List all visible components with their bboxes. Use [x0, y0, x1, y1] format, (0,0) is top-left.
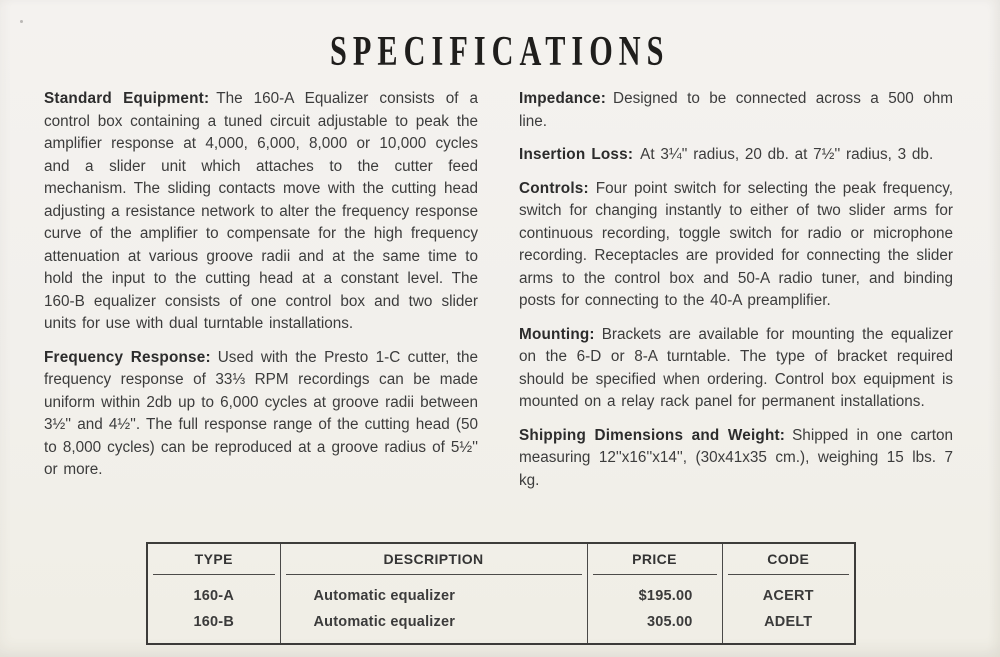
left-column	[44, 88, 478, 493]
section-heading: Standard Equipment:	[44, 90, 210, 107]
section-body: Used with the Presto 1-C cutter, the frequency response of 33⅓ RPM recordings can be made uniform within 2db up to 6,000 cycles at groove radii between 3½'' and 4½''. The full response range of the cutting head (50 to 8,000 cycles) can be reproduced at a groove radius of 5½'' or more.	[44, 348, 478, 478]
cell-price	[587, 609, 722, 644]
price-value: $195.00	[638, 588, 693, 604]
cell-type: 160-B	[147, 609, 280, 644]
table-header-price: PRICE	[587, 543, 722, 574]
cell-description: Automatic equalizer	[280, 574, 587, 609]
cell-description: Automatic equalizer	[280, 609, 587, 644]
section-body: Designed to be connected across a 500 ohm line.	[519, 90, 953, 130]
page-title: SPECIFICATIONS	[330, 29, 670, 75]
section-body: At 3¼'' radius, 20 db. at 7½'' radius, 3 db.	[640, 146, 934, 163]
section-body: The 160-A Equalizer consists of a control box containing a tuned circuit adjustable to peak the amplifier response at 4,000, 6,000, 8,000 or 10,000 cycles and a slider unit which attaches to the cutter feed mechanism. The sliding contacts move with the cutting head adjusting a resistance network to alter the frequency response curve of the amplifier to compensate for the high frequency attenuation at various groove radii and at the same time to hold the input to the cutting head at a constant level. The 160-B equalizer consists of one control box and two slider units for use with dual turntable installations.	[44, 90, 478, 332]
section-heading: Controls:	[519, 179, 589, 197]
table-row	[147, 609, 855, 644]
price-value: 305.00	[646, 614, 693, 630]
table-header-description: DESCRIPTION	[280, 543, 587, 574]
cell-type: 160-A	[147, 574, 280, 609]
scan-speck	[20, 20, 23, 23]
section-heading: Shipping Dimensions and Weight:	[519, 426, 786, 444]
spec-table	[146, 542, 856, 645]
section-shipping	[519, 425, 953, 493]
table-header-code: CODE	[722, 543, 855, 574]
cell-price	[587, 574, 722, 609]
section-impedance	[519, 88, 953, 133]
table-row	[147, 574, 855, 609]
section-body: Four point switch for selecting the peak frequency, switch for changing instantly to either of two slider arms for continuous recording, toggle switch for radio or microphone recording. Receptacles are provided for connecting the slider arms to the control box and 50-A radio tuner, and binding posts for connecting to the 40-A preamplifier.	[519, 179, 953, 309]
section-insertion-loss	[519, 144, 953, 167]
section-standard-equipment	[44, 88, 478, 336]
section-heading: Frequency Response:	[44, 348, 211, 366]
section-frequency-response	[44, 347, 478, 482]
section-heading: Mounting:	[519, 325, 595, 343]
cell-code: ADELT	[764, 614, 813, 630]
cell-code: ACERT	[762, 588, 814, 604]
section-heading: Insertion Loss:	[519, 146, 634, 163]
table-header-row	[147, 543, 855, 574]
right-column	[519, 88, 953, 503]
section-controls	[519, 178, 953, 313]
section-body: Brackets are available for mounting the equalizer on the 6-D or 8-A turntable. The type of bracket required should be specified when ordering. Control box equipment is mounted on a relay rack panel for permanent installations.	[519, 325, 953, 410]
section-body: Shipped in one carton measuring 12''x16''x14'', (30x41x35 cm.), weighing 15 lbs. 7 kg.	[519, 426, 953, 489]
title-container	[0, 30, 1000, 74]
table-header-type: TYPE	[147, 543, 280, 574]
section-heading: Impedance:	[519, 90, 607, 107]
section-mounting	[519, 324, 953, 414]
